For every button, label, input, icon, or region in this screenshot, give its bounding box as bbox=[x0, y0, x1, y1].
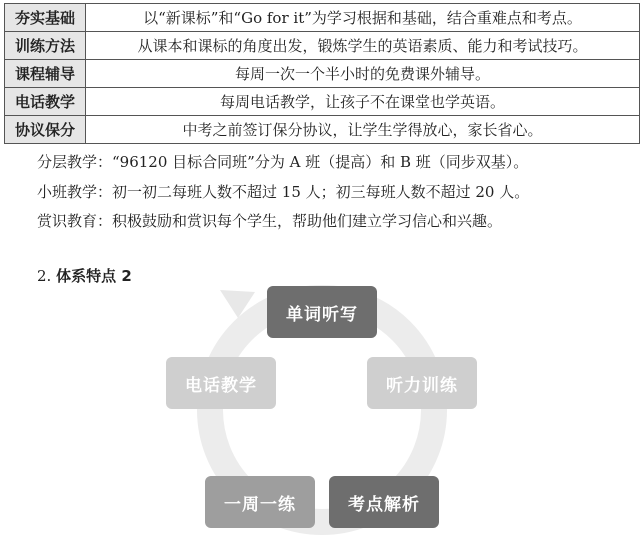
section-title: 体系特点 2 bbox=[56, 267, 132, 285]
paragraph-small-class: 小班教学：初一初二每班人数不超过 15 人；初三每班人数不超过 20 人。 bbox=[37, 183, 530, 201]
section-number: 2. bbox=[37, 267, 52, 285]
cycle-arrow-head bbox=[220, 290, 255, 318]
feature-table bbox=[4, 3, 640, 144]
table-row bbox=[5, 88, 640, 116]
paragraph-appreciation: 赏识教育：积极鼓励和赏识每个学生，帮助他们建立学习信心和兴趣。 bbox=[37, 212, 503, 230]
table-row bbox=[5, 4, 640, 32]
row-value: 每周一次一个半小时的免费课外辅导。 bbox=[86, 60, 640, 88]
section-heading bbox=[37, 265, 132, 286]
row-key: 电话教学 bbox=[5, 88, 86, 116]
node-exam-analysis: 考点解析 bbox=[329, 476, 439, 528]
node-word-dictation: 单词听写 bbox=[267, 286, 377, 338]
row-key: 训练方法 bbox=[5, 32, 86, 60]
table-row bbox=[5, 116, 640, 144]
row-key: 夯实基础 bbox=[5, 4, 86, 32]
table-row bbox=[5, 32, 640, 60]
paragraph-layered-teaching: 分层教学：“96120 目标合同班”分为 A 班（提高）和 B 班（同步双基）。 bbox=[37, 153, 529, 171]
row-value: 每周电话教学，让孩子不在课堂也学英语。 bbox=[86, 88, 640, 116]
node-weekly-practice: 一周一练 bbox=[205, 476, 315, 528]
row-value: 以“新课标”和“Go for it”为学习根据和基础，结合重难点和考点。 bbox=[86, 4, 640, 32]
row-key: 课程辅导 bbox=[5, 60, 86, 88]
node-listening-training: 听力训练 bbox=[367, 357, 477, 409]
row-value: 从课本和课标的角度出发，锻炼学生的英语素质、能力和考试技巧。 bbox=[86, 32, 640, 60]
row-key: 协议保分 bbox=[5, 116, 86, 144]
table-row bbox=[5, 60, 640, 88]
row-value: 中考之前签订保分协议，让学生学得放心，家长省心。 bbox=[86, 116, 640, 144]
node-phone-teaching: 电话教学 bbox=[166, 357, 276, 409]
